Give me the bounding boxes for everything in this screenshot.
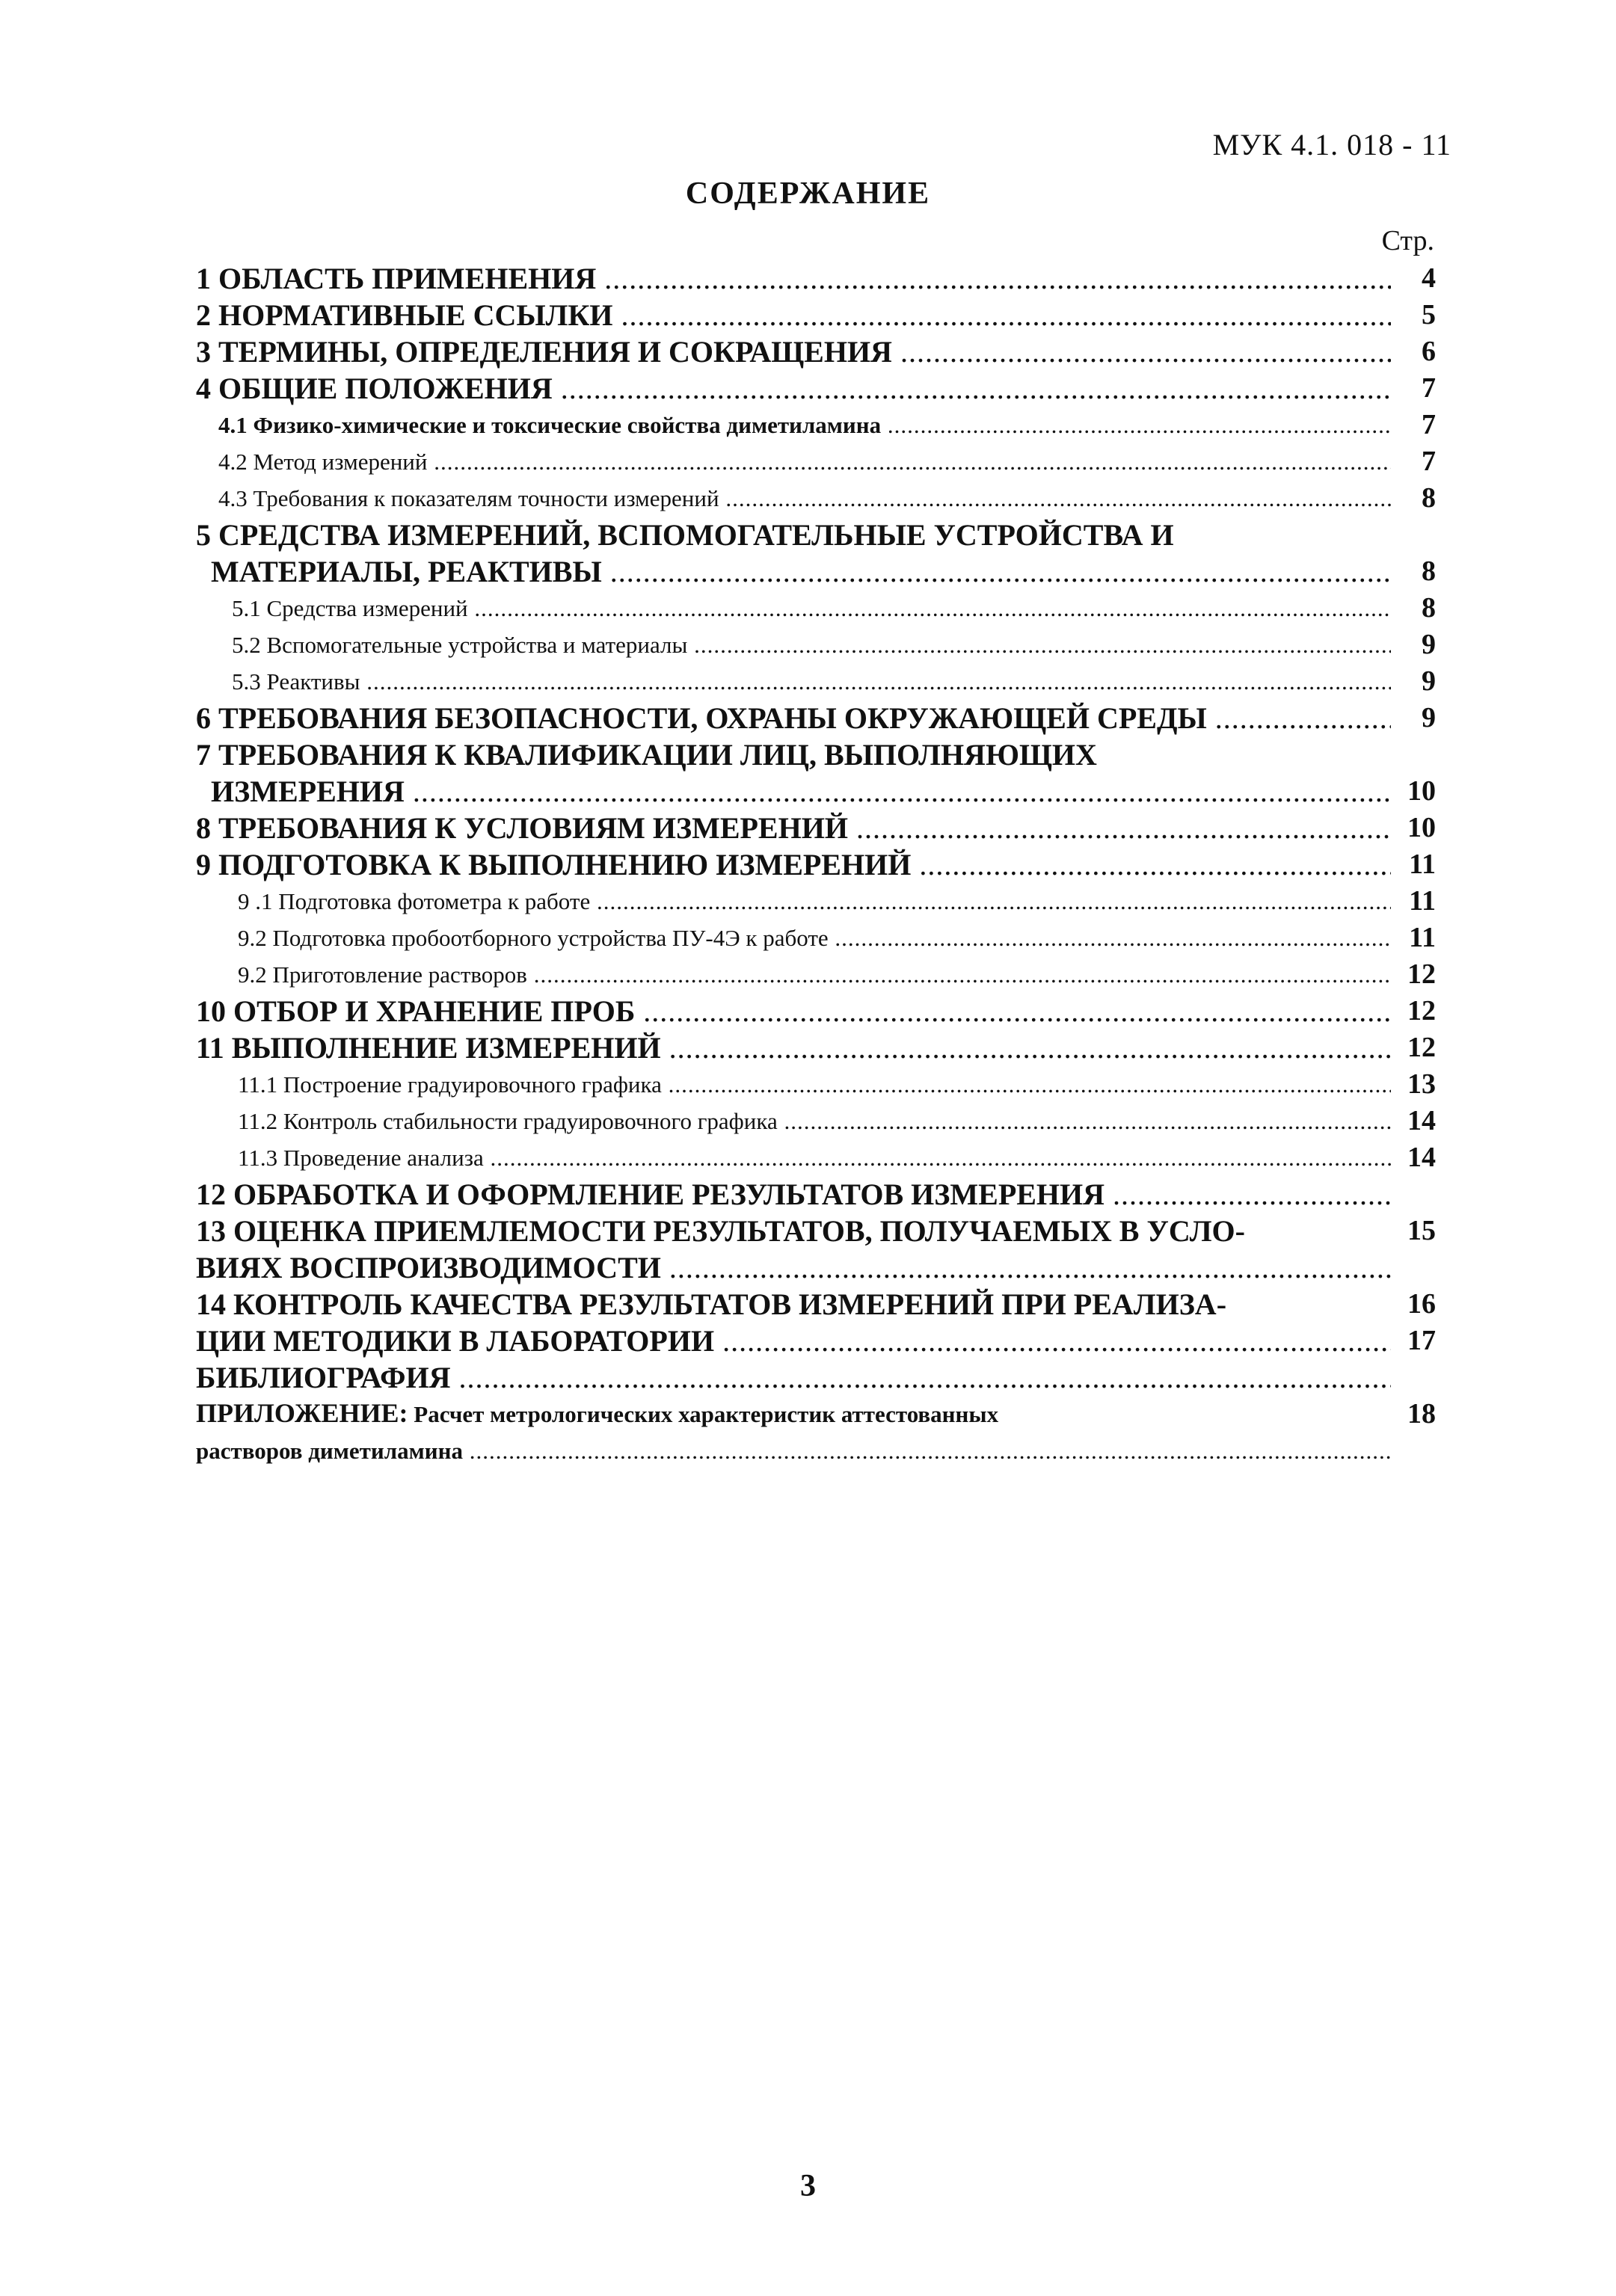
- toc-entry-page: 12: [1407, 995, 1436, 1027]
- toc-subentry[interactable]: [196, 883, 1436, 920]
- toc-entry-page: 15: [1407, 1215, 1436, 1246]
- toc-entry-page: 10: [1407, 775, 1436, 807]
- toc-entry-page: 6: [1422, 336, 1436, 367]
- toc-entry-page: 16: [1407, 1288, 1436, 1320]
- appendix-page: 18: [1407, 1398, 1436, 1429]
- toc-subentry[interactable]: [196, 956, 1436, 993]
- toc-subentry[interactable]: [196, 480, 1436, 517]
- toc-subentry[interactable]: [196, 1066, 1436, 1103]
- toc-entry[interactable]: [196, 810, 1436, 846]
- toc-entry-title: 4.1 Физико-химические и токсические свойства диметиламина .....: [218, 407, 1391, 443]
- toc-entry-page: 9: [1422, 629, 1436, 660]
- toc-entry[interactable]: [196, 1176, 1436, 1213]
- toc-entry-page: 13: [1407, 1068, 1436, 1100]
- appendix-entry[interactable]: [196, 1396, 1436, 1432]
- toc-entry-continuation[interactable]: [196, 1249, 1436, 1286]
- toc-entry-title: 9.2 Приготовление растворов .....: [238, 956, 1391, 993]
- toc-subentry[interactable]: [196, 920, 1436, 956]
- table-of-contents: [196, 224, 1436, 1469]
- toc-entry[interactable]: [196, 1359, 1436, 1396]
- toc-entry-continuation[interactable]: [196, 553, 1436, 590]
- toc-entry-title: 9 .1 Подготовка фотометра к работе .....: [238, 883, 1391, 920]
- toc-entry-page: 9: [1422, 702, 1436, 733]
- toc-subentry[interactable]: [196, 663, 1436, 700]
- toc-entry-title: МАТЕРИАЛЫ, РЕАКТИВЫ .....: [211, 553, 1391, 590]
- toc-subentry[interactable]: [196, 1103, 1436, 1139]
- toc-entry-title: 7 ТРЕБОВАНИЯ К КВАЛИФИКАЦИИ ЛИЦ, ВЫПОЛНЯЮЩИХ: [196, 738, 1097, 772]
- toc-entry-title: 1 ОБЛАСТЬ ПРИМЕНЕНИЯ .....: [196, 260, 1391, 297]
- toc-entry-title: 4 ОБЩИЕ ПОЛОЖЕНИЯ .....: [196, 370, 1391, 407]
- toc-entry-page: 8: [1422, 482, 1436, 514]
- toc-entry-page: 9: [1422, 665, 1436, 697]
- toc-entry-page: 8: [1422, 555, 1436, 587]
- toc-entry-title: 11.3 Проведение анализа .....: [238, 1139, 1391, 1176]
- appendix-label: ПРИЛОЖЕНИЕ:: [196, 1398, 408, 1428]
- toc-entry-title: 3 ТЕРМИНЫ, ОПРЕДЕЛЕНИЯ И СОКРАЩЕНИЯ .....: [196, 333, 1391, 370]
- toc-entry-title: 11.2 Контроль стабильности градуировочного графика .....: [238, 1103, 1391, 1139]
- toc-entry-title: 4.3 Требования к показателям точности измерений .....: [218, 480, 1391, 517]
- toc-entry-page: 11: [1409, 885, 1436, 917]
- toc-entry[interactable]: [196, 260, 1436, 297]
- toc-entry-title: 13 ОЦЕНКА ПРИЕМЛЕМОСТИ РЕЗУЛЬТАТОВ, ПОЛУЧАЕМЫХ В УСЛО-: [196, 1214, 1245, 1248]
- toc-subentry[interactable]: [196, 590, 1436, 627]
- toc-entry-title: 10 ОТБОР И ХРАНЕНИЕ ПРОБ .....: [196, 993, 1391, 1029]
- toc-entry[interactable]: [196, 370, 1436, 407]
- document-code: МУК 4.1. 018 - 11: [1212, 128, 1451, 161]
- toc-entry[interactable]: [196, 1286, 1436, 1323]
- toc-entry[interactable]: [196, 700, 1436, 736]
- toc-entry[interactable]: [196, 736, 1436, 773]
- appendix-text-line2: растворов диметиламина .....: [196, 1432, 1391, 1469]
- toc-entry-page: 12: [1407, 958, 1436, 990]
- toc-entry-title: 9 ПОДГОТОВКА К ВЫПОЛНЕНИЮ ИЗМЕРЕНИЙ .....: [196, 846, 1391, 883]
- toc-entry-page: 14: [1407, 1142, 1436, 1173]
- toc-entry[interactable]: [196, 297, 1436, 333]
- toc-entry-page: 10: [1407, 812, 1436, 843]
- toc-entry-page: 5: [1422, 299, 1436, 330]
- toc-entry-page: 11: [1409, 922, 1436, 953]
- toc-entry-title: 9.2 Подготовка пробоотборного устройства ПУ-4Э к работе .....: [238, 920, 1391, 956]
- toc-entry-page: 17: [1407, 1325, 1436, 1356]
- toc-entry-title: 14 КОНТРОЛЬ КАЧЕСТВА РЕЗУЛЬТАТОВ ИЗМЕРЕНИЙ ПРИ РЕАЛИЗА-: [196, 1287, 1227, 1321]
- toc-entry-title: ИЗМЕРЕНИЯ .....: [211, 773, 1391, 810]
- toc-entry-title: ЦИИ МЕТОДИКИ В ЛАБОРАТОРИИ .....: [196, 1323, 1391, 1359]
- toc-entry[interactable]: [196, 333, 1436, 370]
- toc-subentry[interactable]: [196, 407, 1436, 443]
- page-number: 3: [800, 2169, 816, 2203]
- toc-entry-title: 12 ОБРАБОТКА И ОФОРМЛЕНИЕ РЕЗУЛЬТАТОВ ИЗМЕРЕНИЯ .....: [196, 1176, 1391, 1213]
- toc-entry-title: 11 ВЫПОЛНЕНИЕ ИЗМЕРЕНИЙ .....: [196, 1029, 1391, 1066]
- toc-entry-continuation[interactable]: [196, 1323, 1436, 1359]
- page-column-header: Стр.: [1381, 225, 1434, 256]
- toc-entry-page: 8: [1422, 592, 1436, 624]
- toc-entry-page: 12: [1407, 1032, 1436, 1063]
- toc-entry-title: БИБЛИОГРАФИЯ .....: [196, 1359, 1391, 1396]
- toc-entry-title: 6 ТРЕБОВАНИЯ БЕЗОПАСНОСТИ, ОХРАНЫ ОКРУЖАЮЩЕЙ СРЕДЫ .....: [196, 700, 1391, 736]
- toc-entry-page: 7: [1422, 446, 1436, 477]
- toc-entry[interactable]: [196, 1213, 1436, 1249]
- appendix-entry-continuation[interactable]: [196, 1432, 1436, 1469]
- toc-entry-title: 5.3 Реактивы .....: [232, 663, 1391, 700]
- toc-subentry[interactable]: [196, 627, 1436, 663]
- toc-entry[interactable]: [196, 1029, 1436, 1066]
- toc-entry-page: 7: [1422, 372, 1436, 404]
- toc-entry-page: 11: [1409, 849, 1436, 880]
- toc-entry-title: 4.2 Метод измерений .....: [218, 443, 1391, 480]
- toc-entry-title: 5 СРЕДСТВА ИЗМЕРЕНИЙ, ВСПОМОГАТЕЛЬНЫЕ УСТРОЙСТВА И: [196, 518, 1174, 552]
- toc-entry-page: 4: [1422, 262, 1436, 294]
- toc-entry-continuation[interactable]: [196, 773, 1436, 810]
- toc-entry-title: ВИЯХ ВОСПРОИЗВОДИМОСТИ .....: [196, 1249, 1391, 1286]
- toc-entry-title: 5.2 Вспомогательные устройства и материалы .....: [232, 627, 1391, 663]
- appendix-title: [196, 1396, 1391, 1432]
- toc-entry[interactable]: [196, 517, 1436, 553]
- toc-entry-page: 7: [1422, 409, 1436, 440]
- toc-entry-title: 11.1 Построение градуировочного графика .....: [238, 1066, 1391, 1103]
- toc-entry[interactable]: [196, 846, 1436, 883]
- toc-entry-title: 5.1 Средства измерений .....: [232, 590, 1391, 627]
- toc-entry-title: 2 НОРМАТИВНЫЕ ССЫЛКИ .....: [196, 297, 1391, 333]
- toc-subentry[interactable]: [196, 443, 1436, 480]
- toc-entry-title: 8 ТРЕБОВАНИЯ К УСЛОВИЯМ ИЗМЕРЕНИЙ .....: [196, 810, 1391, 846]
- toc-entry[interactable]: [196, 993, 1436, 1029]
- toc-subentry[interactable]: [196, 1139, 1436, 1176]
- toc-entry-page: 14: [1407, 1105, 1436, 1136]
- toc-title: СОДЕРЖАНИЕ: [685, 176, 931, 211]
- appendix-text-line1: Расчет метрологических характеристик аттестованных: [414, 1401, 999, 1427]
